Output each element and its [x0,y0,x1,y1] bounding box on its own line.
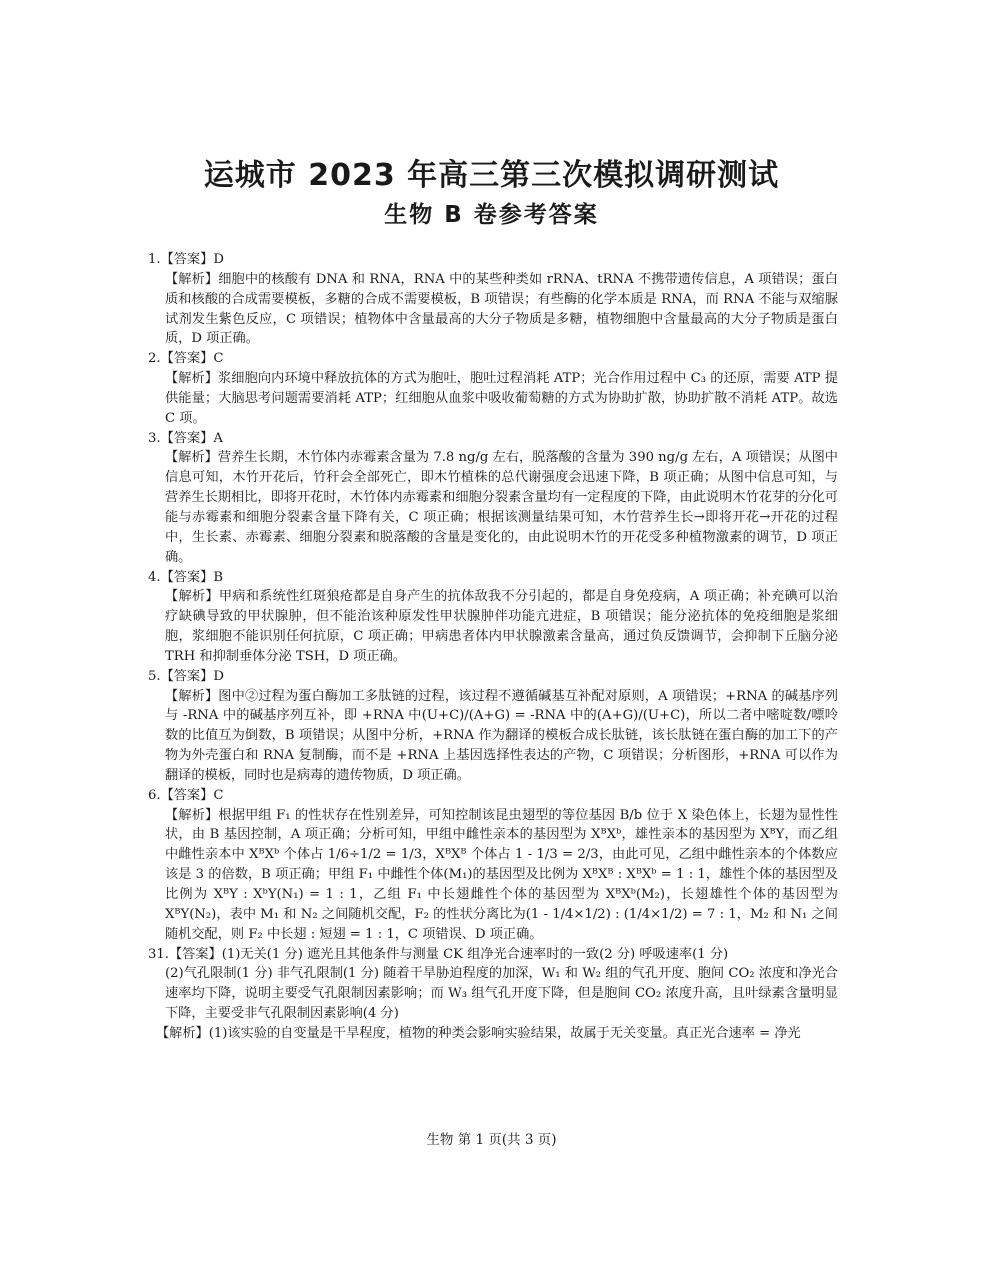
question-6 [148,786,838,945]
question-2-explanation: 【解析】浆细胞向内环境中释放抗体的方式为胞吐，胞吐过程消耗 ATP；光合作用过程中 C₃ 的还原，需要 ATP 提供能量；大脑思考问题需要消耗 ATP；红细胞从血浆中吸收葡萄糖的方式为协助扩散，协助扩散不消耗 ATP。故选 C 项。 [165,371,838,426]
question-2-answer: 2.【答案】C [148,351,224,367]
page-footer: 生物 第 1 页(共 3 页) [426,1132,557,1148]
question-6-explanation: 【解析】根据甲组 F₁ 的性状存在性别差异，可知控制该昆虫翅型的等位基因 B/b 位于 X 染色体上，长翅为显性性状，由 B 基因控制，A 项正确；分析可知，甲组中雌性亲本的基因型为 XᴮXᵇ，雄性亲本的基因型为 XᴮY，而乙组中雌性亲本中 XᴮXᵇ 个体占 1/6÷1/2 = 1/3，XᴮXᴮ 个体占 1 - 1/3 = 2/3，由此可见，乙组中雌性亲本的个体数应该是 3 的倍数，B 项正确；甲组 F₁ 中雌性个体(M₁)的基因型及比例为 XᴮXᴮ : XᴮXᵇ = 1 : 1，雄性个体的基因型及比例为 XᴮY : XᵇY(N₁) = 1 : 1，乙组 F₁ 中长翅雌性个体的基因型为 XᴮXᵇ(M₂)，长翅雄性个体的基因型为 XᴮY(N₂)，表中 M₁ 和 N₂ 之间随机交配，F₂ 的性状分离比为(1 - 1/4×1/2) : (1/4×1/2) = 7 : 1，M₂ 和 N₁ 之间随机交配，则 F₂ 中长翅 : 短翅 = 1 : 1，C 项错误、D 项正确。 [165,807,838,942]
question-4-explanation: 【解析】甲病和系统性红斑狼疮都是自身产生的抗体敌我不分引起的，都是自身免疫病，A 项正确；补充碘可以治疗缺碘导致的甲状腺肿，但不能治该种原发性甲状腺肿伴功能亢进症，B 项错误；能分泌抗体的免疫细胞是浆细胞，浆细胞不能识别任何抗原，C 项正确；甲病患者体内甲状腺激素含量高，通过负反馈调节，会抑制下丘脑分泌 TRH 和抑制垂体分泌 TSH，D 项正确。 [165,589,838,664]
question-4 [148,568,838,667]
question-3 [148,429,838,568]
answer-key-subtitle: 生物 B 卷参考答案 [384,202,599,228]
question-1-explanation: 【解析】细胞中的核酸有 DNA 和 RNA，RNA 中的某些种类如 rRNA、tRNA 不携带遗传信息，A 项错误；蛋白质和核酸的合成需要模板，多糖的合成不需要模板，B 项错误；有些酶的化学本质是 RNA，而 RNA 不能与双缩脲试剂发生紫色反应，C 项错误；植物体中含量最高的大分子物质是多糖，植物细胞中含量最高的大分子物质是蛋白质，D 项正确。 [165,271,838,347]
question-1 [148,250,838,349]
question-6-answer: 6.【答案】C [148,787,224,803]
exam-title: 运城市 2023 年高三第三次模拟调研测试 [203,158,780,193]
question-3-explanation: 【解析】营养生长期，木竹体内赤霉素含量为 7.8 ng/g 左右，脱落酸的含量为 390 ng/g 左右，A 项错误；从图中信息可知，木竹开花后，竹秆会全部死亡，即木竹植株的总代谢强度会迅速下降，B 项正确；从图中信息可知，与营养生长期相比，即将开花时，木竹体内赤霉素和细胞分裂素含量均有一定程度的下降，由此说明木竹花芽的分化可能与赤霉素和细胞分裂素含量下降有关，C 项正确；根据该测量结果可知，木竹营养生长→即将开花→开花的过程中，生长素、赤霉素、细胞分裂素和脱落酸的含量是变化的，由此说明木竹的开花受多种植物激素的调节，D 项正确。 [165,450,838,565]
question-1-answer: 1.【答案】D [148,252,224,267]
question-31-part-2: (2)气孔限制(1 分) 非气孔限制(1 分) 随着干旱胁迫程度的加深，W₁ 和 W₂ 组的气孔开度、胞间 CO₂ 浓度和净光合速率均下降，说明主要受气孔限制因素影响；而 W₃ 组气孔开度下降，但是胞间 CO₂ 浓度升高，且叶绿素含量明显下降，主要受非气孔限制因素影响(4 分) [165,966,838,1022]
question-31-answer: 31.【答案】(1)无关(1 分) 遮光且其他条件与测量 CK 组净光合速率时的一致(2 分) 呼吸速率(1 分) [148,946,729,962]
question-31-explanation: 【解析】(1)该实验的自变量是干旱程度，植物的种类会影响实验结果，故属于无关变量。真正光合速率 = 净光 [156,1025,801,1041]
answer-content [148,250,838,1044]
question-3-answer: 3.【答案】A [148,430,223,446]
question-5-explanation: 【解析】图中②过程为蛋白酶加工多肽链的过程，该过程不遵循碱基互补配对原则，A 项错误；+RNA 的碱基序列与 -RNA 中的碱基序列互补，即 +RNA 中(U+C)/(A+G) = -RNA 中的(A+G)/(U+C)，所以二者中嘧啶数/嘌呤数的比值互为倒数，B 项错误；从图中分析，+RNA 作为翻译的模板合成长肽链，该长肽链在蛋白酶的加工下的产物为外壳蛋白和 RNA 复制酶，而不是 +RNA 上基因选择性表达的产物，C 项错误；分析图形，+RNA 可以作为翻译的模板，同时也是病毒的遗传物质，D 项正确。 [165,688,838,783]
question-4-answer: 4.【答案】B [148,569,224,585]
question-2 [148,349,838,428]
question-31 [148,945,838,1044]
question-5-answer: 5.【答案】D [148,668,224,684]
question-5 [148,667,838,786]
